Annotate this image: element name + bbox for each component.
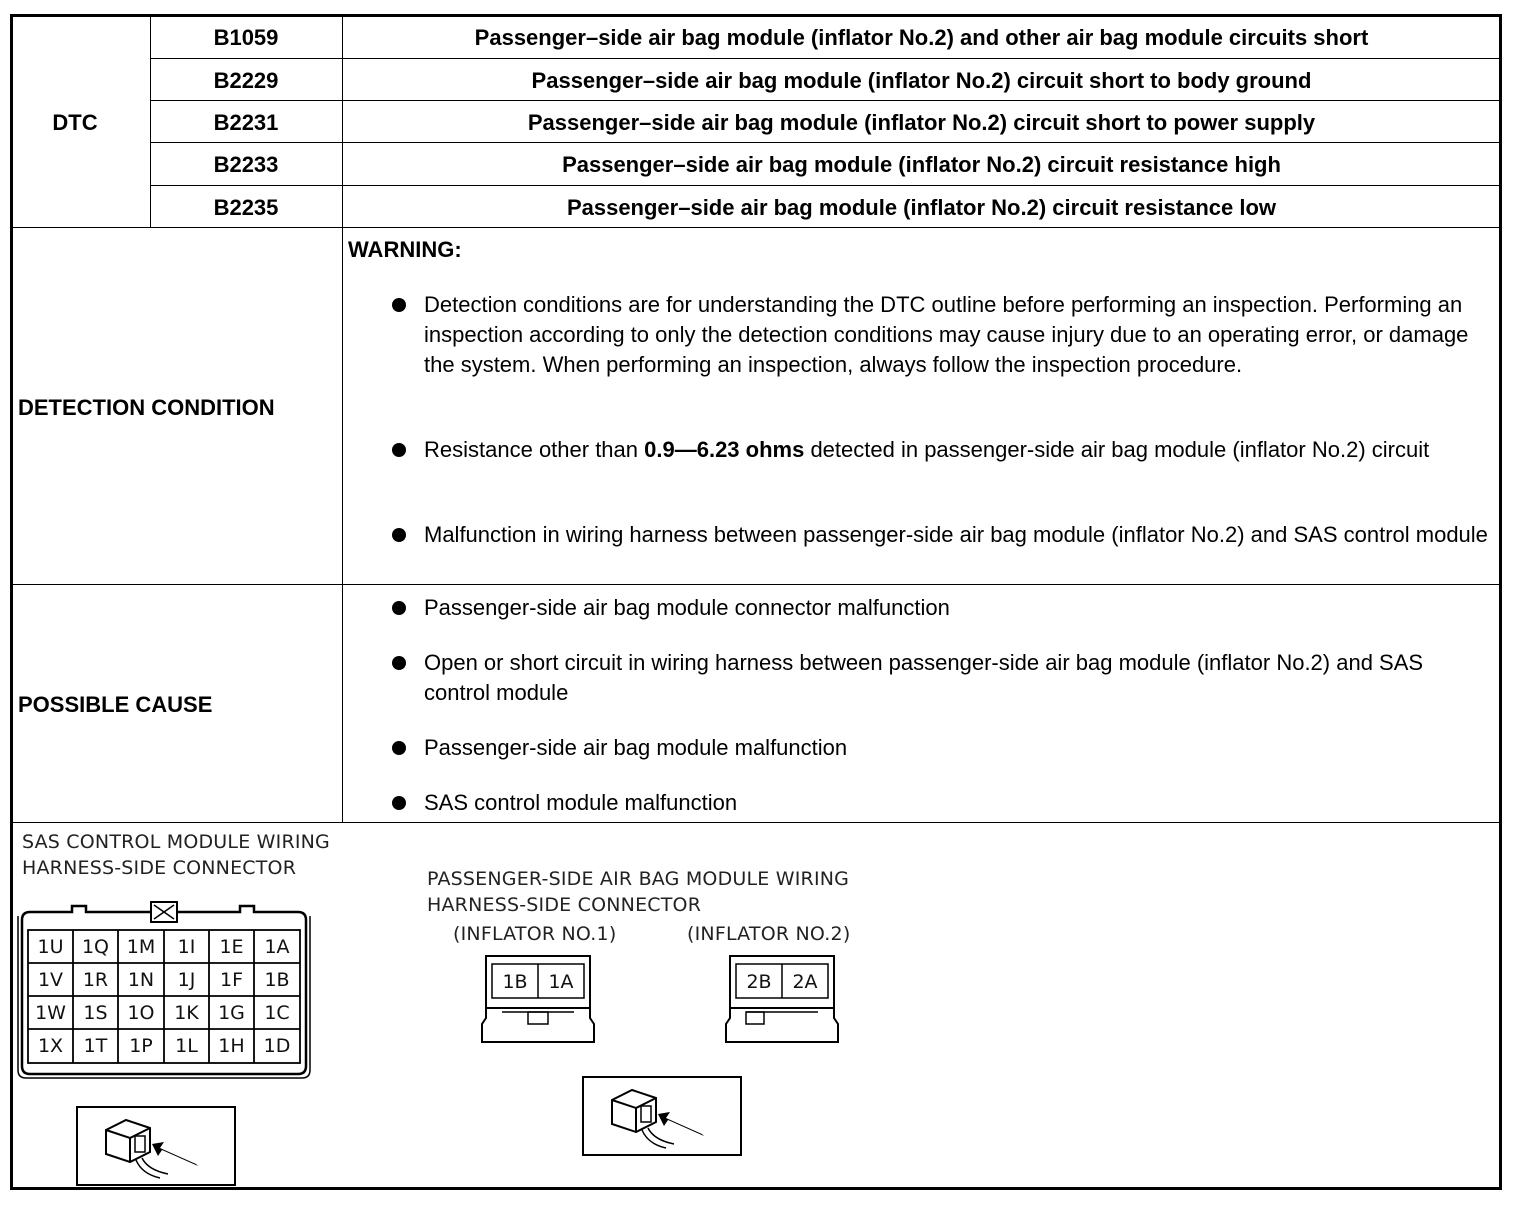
possible-cause-label: POSSIBLE CAUSE bbox=[18, 692, 213, 717]
cause-bullet: SAS control module malfunction bbox=[424, 790, 738, 815]
pin-label: 1G bbox=[218, 1002, 245, 1024]
warning-heading: WARNING: bbox=[348, 237, 462, 262]
pin-label: 1L bbox=[175, 1035, 198, 1057]
resistance-value: 0.9—6.23 ohms bbox=[644, 437, 805, 462]
dtc-code: B2235 bbox=[213, 195, 279, 220]
bullet-text-post: detected in passenger-side air bag module (inflator No.2) circuit bbox=[804, 437, 1430, 462]
detection-condition-label: DETECTION CONDITION bbox=[18, 395, 275, 420]
bullet-icon bbox=[392, 741, 406, 755]
detection-bullet: Detection conditions are for understanding the DTC outline before performing an inspection. Performing an inspection according to only the detection conditions may cause injury due to an operating error, or damage the system. When performing an inspection, always follow the inspection procedure. bbox=[424, 292, 1469, 377]
pin-label: 1P bbox=[129, 1035, 153, 1057]
divider bbox=[150, 142, 1500, 143]
pin-label: 1B bbox=[502, 971, 528, 993]
cause-bullet: Open or short circuit in wiring harness between passenger-side air bag module (inflator No.2) and SAS control module bbox=[424, 650, 1424, 705]
divider bbox=[12, 227, 1500, 228]
dtc-description: Passenger–side air bag module (inflator No.2) circuit resistance low bbox=[566, 195, 1277, 220]
sas-connector-diagram bbox=[14, 900, 314, 1080]
passenger-connector-title: PASSENGER-SIDE AIR BAG MODULE WIRING bbox=[427, 868, 850, 890]
pin-label: 1T bbox=[83, 1035, 108, 1057]
divider bbox=[150, 185, 1500, 186]
bullet-icon bbox=[392, 528, 406, 542]
dtc-description: Passenger–side air bag module (inflator No.2) and other air bag module circuits short bbox=[474, 25, 1369, 50]
pin-label: 1H bbox=[218, 1035, 245, 1057]
pin-label: 1S bbox=[83, 1002, 108, 1024]
detection-bullet bbox=[424, 435, 1489, 465]
pin-label: 1J bbox=[177, 969, 196, 991]
harness-side-inspection-icon bbox=[76, 1106, 238, 1188]
pin-label: 1A bbox=[548, 971, 574, 993]
divider bbox=[342, 16, 343, 822]
dtc-label: DTC bbox=[52, 110, 98, 135]
pin-label: 2B bbox=[746, 971, 772, 993]
pin-label: 1X bbox=[37, 1035, 64, 1057]
divider bbox=[12, 584, 1500, 585]
pin-label: 1M bbox=[126, 936, 156, 958]
bullet-icon bbox=[392, 796, 406, 810]
cause-bullet: Passenger-side air bag module malfunction bbox=[424, 735, 848, 760]
pin-label: 1V bbox=[37, 969, 64, 991]
dtc-code: B2231 bbox=[213, 110, 279, 135]
pin-label: 1R bbox=[82, 969, 109, 991]
bullet-text-pre: Resistance other than bbox=[424, 437, 645, 462]
cause-bullet: Passenger-side air bag module connector malfunction bbox=[424, 595, 950, 620]
bullet-icon bbox=[392, 443, 406, 457]
sas-connector-title: SAS CONTROL MODULE WIRING bbox=[22, 831, 330, 853]
inflator-1-connector-diagram bbox=[480, 952, 600, 1048]
pin-label: 1A bbox=[264, 936, 290, 958]
bullet-icon bbox=[392, 601, 406, 615]
inflator-2-label: (INFLATOR NO.2) bbox=[687, 923, 851, 945]
pin-label: 1I bbox=[177, 936, 196, 958]
bullet-icon bbox=[392, 298, 406, 312]
pin-label: 1D bbox=[263, 1035, 291, 1057]
bullet-icon bbox=[392, 656, 406, 670]
pin-label: 1O bbox=[127, 1002, 155, 1024]
pin-label: 1N bbox=[127, 969, 155, 991]
pin-label: 1E bbox=[219, 936, 244, 958]
pin-label: 1B bbox=[264, 969, 290, 991]
pin-label: 1C bbox=[264, 1002, 290, 1024]
sas-connector-subtitle: HARNESS-SIDE CONNECTOR bbox=[22, 857, 297, 879]
divider bbox=[12, 822, 1500, 823]
dtc-code: B1059 bbox=[213, 25, 279, 50]
pin-label: 1F bbox=[219, 969, 244, 991]
pin-label: 2A bbox=[792, 971, 818, 993]
pin-label: 1W bbox=[35, 1002, 66, 1024]
divider bbox=[150, 58, 1500, 59]
dtc-description: Passenger–side air bag module (inflator No.2) circuit resistance high bbox=[562, 152, 1281, 177]
passenger-connector-subtitle: HARNESS-SIDE CONNECTOR bbox=[427, 894, 702, 916]
pin-label: 1Q bbox=[81, 936, 110, 958]
dtc-description: Passenger–side air bag module (inflator No.2) circuit short to body ground bbox=[531, 68, 1312, 93]
pin-label: 1K bbox=[174, 1002, 199, 1024]
pin-label: 1U bbox=[37, 936, 64, 958]
divider bbox=[150, 100, 1500, 101]
detection-bullet: Malfunction in wiring harness between passenger-side air bag module (inflator No.2) and SAS control module bbox=[424, 522, 1488, 547]
dtc-description: Passenger–side air bag module (inflator No.2) circuit short to power supply bbox=[527, 110, 1316, 135]
harness-side-inspection-icon bbox=[582, 1076, 744, 1158]
inflator-1-label: (INFLATOR NO.1) bbox=[453, 923, 617, 945]
dtc-code: B2229 bbox=[213, 68, 279, 93]
dtc-code: B2233 bbox=[213, 152, 279, 177]
inflator-2-connector-diagram bbox=[724, 952, 844, 1048]
